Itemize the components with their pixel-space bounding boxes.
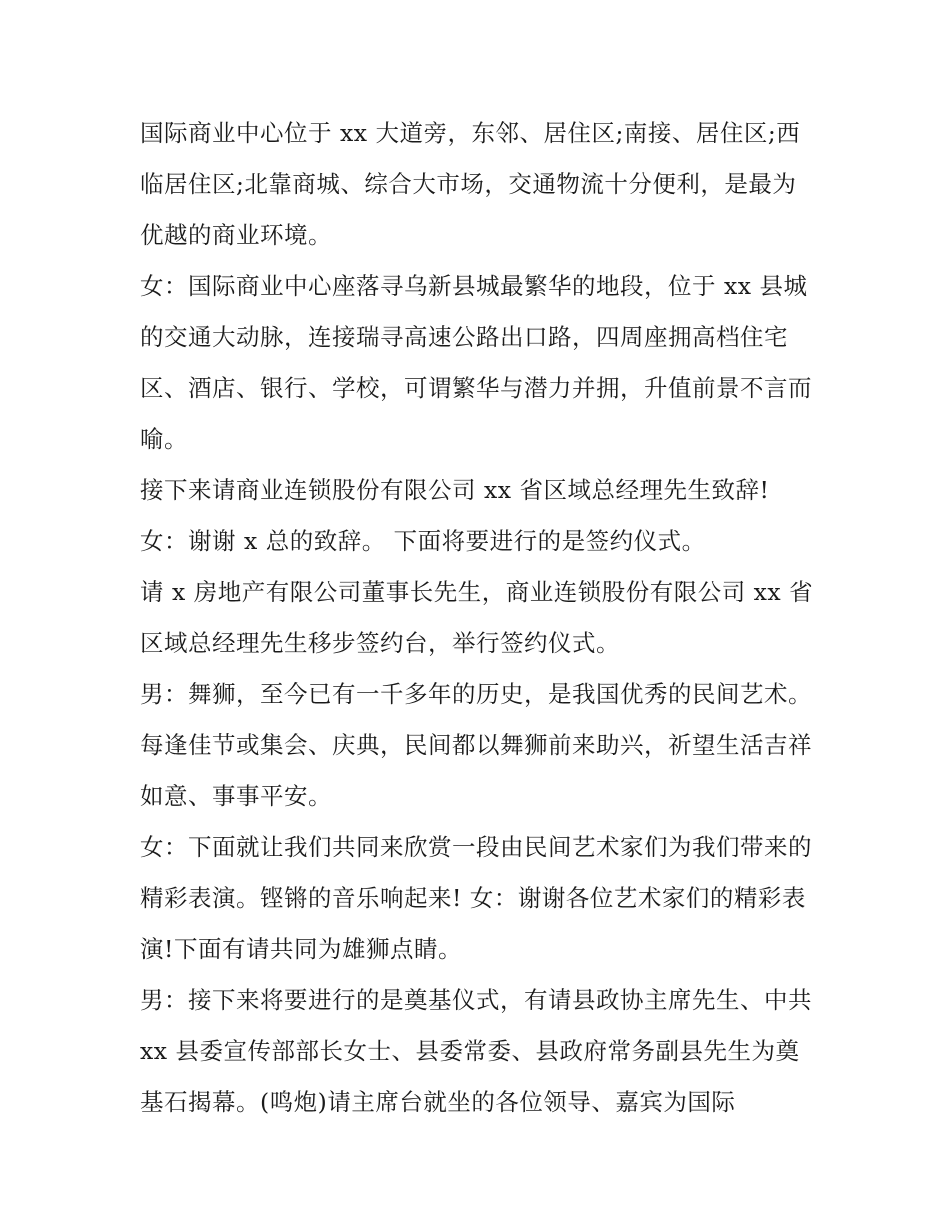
- paragraph-female-host-2: 女：谢谢 x 总的致辞。 下面将要进行的是签约仪式。: [140, 527, 706, 555]
- paragraph-location: 国际商业中心位于 xx 大道旁，东邻、居住区;南接、居住区;西临居住区;北靠商城、综合大市场，交通物流十分便利，是最为优越的商业环境。: [140, 119, 801, 249]
- paragraph-female-host-performance: 女：下面就让我们共同来欣赏一段由民间艺术家们为我们带来的精彩表演。铿锵的音乐响起来! 女：谢谢各位艺术家们的精彩表演!下面有请共同为雄狮点睛。: [140, 833, 812, 963]
- paragraph-speech-invite: 接下来请商业连锁股份有限公司 xx 省区域总经理先生致辞!: [140, 476, 770, 504]
- paragraph-male-host-lion-dance: 男：舞狮，至今已有一千多年的历史，是我国优秀的民间艺术。每逢佳节或集会、庆典，民间都以舞狮前来助兴，祈望生活吉祥如意、事事平安。: [140, 680, 812, 810]
- paragraph-female-host-1: 女：国际商业中心座落寻乌新县城最繁华的地段，位于 xx 县城的交通大动脉，连接瑞寻高速公路出口路，四周座拥高档住宅区、酒店、银行、学校，可谓繁华与潜力并拥，升值前景不言而喻。: [140, 272, 812, 453]
- paragraph-male-host-groundbreaking: 男：接下来将要进行的是奠基仪式，有请县政协主席先生、中共 xx 县委宣传部部长女士、县委常委、县政府常务副县先生为奠基石揭幕。(鸣炮)请主席台就坐的各位领导、嘉宾为国际: [140, 986, 812, 1116]
- paragraph-signing: 请 x 房地产有限公司董事长先生，商业连锁股份有限公司 xx 省区域总经理先生移步签约台，举行签约仪式。: [140, 578, 814, 657]
- document-body: [140, 108, 820, 1128]
